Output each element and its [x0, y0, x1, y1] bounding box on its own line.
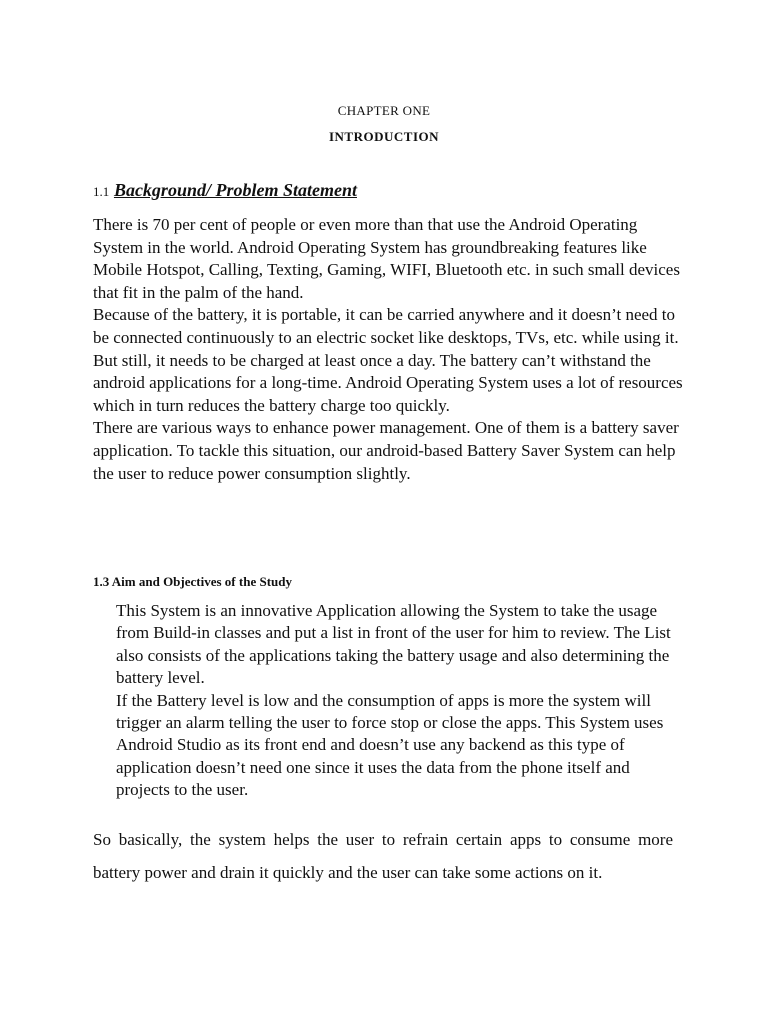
section-heading-background: [93, 180, 357, 202]
paragraph: If the Battery level is low and the consumption of apps is more the system will trigger an alarm telling the user to force stop or close the apps. This System uses Android Studio as its front end and doesn’t use any backend as this type of application doesn’t need one since it uses the data from the phone itself and projects to the user.: [116, 690, 664, 800]
section-title: Background/ Problem Statement: [113, 180, 357, 200]
paragraph: This System is an innovative Application allowing the System to take the usage from Build-in classes and put a list in front of the user for him to review. The List also consists of the applications taking the battery usage and also determining the battery level.: [116, 601, 671, 688]
background-body: [93, 214, 683, 485]
closing-paragraph: So basically, the system helps the user to refrain certain apps to consume more battery power and drain it quickly and the user can take some actions on it.: [93, 830, 673, 882]
chapter-label: CHAPTER ONE: [337, 103, 431, 118]
paragraph: Because of the battery, it is portable, it can be carried anywhere and it doesn’t need to be connected continuously to an electric socket like desktops, TVs, etc. while using it. But still, it needs to be charged at least once a day. The battery can’t withstand the android applications for a long-time. Android Operating System uses a lot of resources which in turn reduces the battery charge too quickly.: [93, 305, 683, 415]
section-number: 1.1: [93, 184, 110, 199]
section-heading-aims: 1.3 Aim and Objectives of the Study: [93, 574, 292, 589]
paragraph: There are various ways to enhance power management. One of them is a battery saver application. To tackle this situation, our android-based Battery Saver System can help the user to reduce power consumption slightly.: [93, 418, 679, 483]
paragraph: There is 70 per cent of people or even more than that use the Android Operating System in the world. Android Operating System has groundbreaking features like Mobile Hotspot, Calling, Texting, Gaming, WIFI, Bluetooth etc. in such small devices that fit in the palm of the hand.: [93, 215, 680, 302]
chapter-title: INTRODUCTION: [328, 129, 439, 144]
aims-body: [116, 600, 676, 802]
